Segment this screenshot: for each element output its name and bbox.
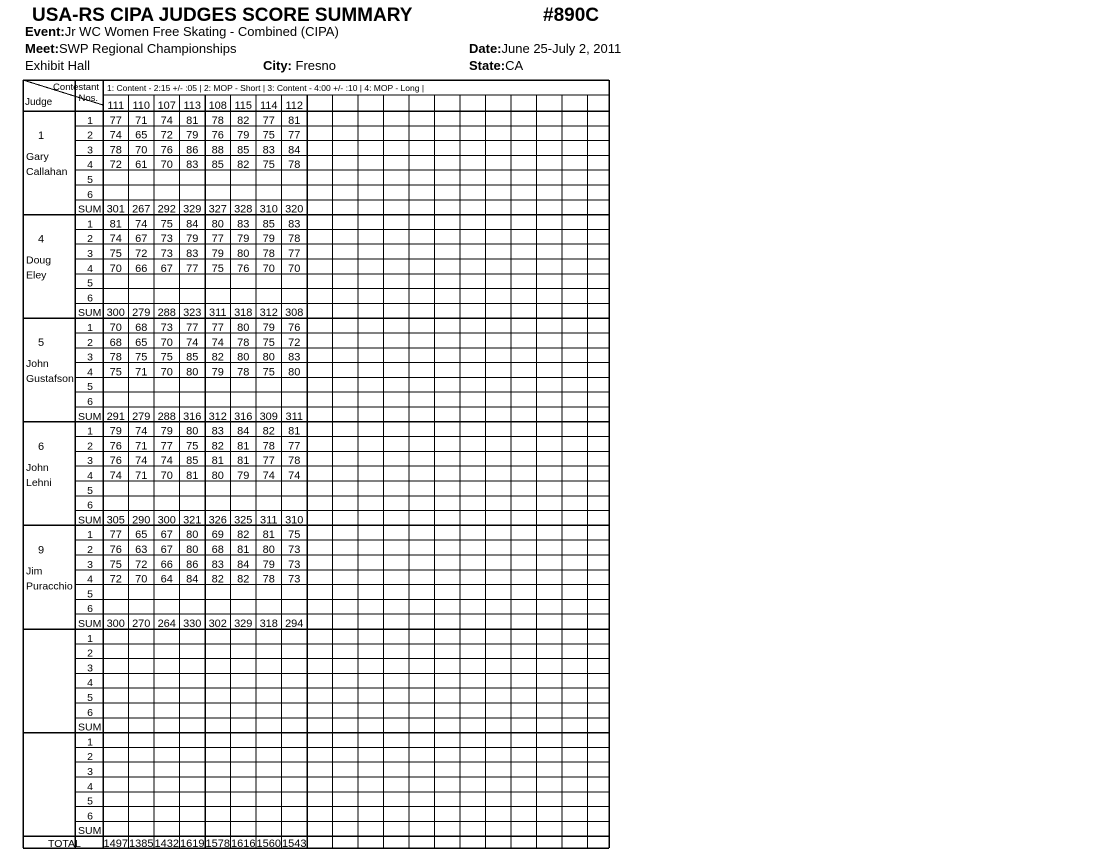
sum-cell: 267 [132,203,151,216]
round-label: 4 [87,262,93,275]
round-label: 1 [87,425,93,438]
sum-cell: 329 [234,618,253,630]
score-cell: 74 [262,470,275,482]
score-cell: 70 [160,366,173,379]
sum-cell: 300 [106,307,125,320]
score-cell: 78 [262,440,275,453]
score-cell: 79 [262,233,275,246]
sum-cell: 310 [285,514,304,527]
score-cell: 77 [288,129,301,142]
round-label: 4 [87,366,93,379]
score-cell: 70 [288,262,301,275]
score-cell: 79 [186,129,199,142]
score-cell: 79 [262,322,275,334]
score-cell: 78 [237,366,250,379]
score-cell: 70 [160,470,173,482]
score-cell: 80 [237,248,250,260]
round-label: 5 [87,795,93,808]
round-label: 6 [87,396,93,408]
score-cell: 82 [237,529,250,542]
sum-label: SUM [78,203,102,216]
sum-cell: 288 [157,307,176,320]
round-label: 2 [87,440,93,453]
score-cell: 64 [160,573,173,586]
score-cell: 72 [109,159,122,172]
score-cell: 76 [237,262,250,275]
score-cell: 84 [237,425,250,438]
score-cell: 78 [288,233,301,246]
score-cell: 82 [237,114,250,127]
round-label: 1 [87,736,93,749]
round-label: 2 [87,751,93,764]
score-cell: 81 [237,440,250,453]
total-cell: 1560 [256,838,281,850]
corner-contestant-label: Contestant [53,82,99,93]
score-cell: 80 [186,544,199,556]
round-label: 4 [87,159,93,172]
contestant-number: 115 [234,100,253,112]
round-label: 6 [87,706,93,719]
score-cell: 71 [135,470,148,482]
score-cell: 84 [288,144,301,157]
round-label: 2 [87,647,93,660]
judge-last-name: Gustafson [26,373,74,386]
score-cell: 79 [160,425,173,438]
sum-label: SUM [78,721,102,734]
score-cell: 85 [237,144,250,157]
sum-cell: 311 [285,410,304,423]
sum-cell: 318 [259,618,278,630]
sum-cell: 292 [157,203,176,216]
score-cell: 85 [186,351,199,364]
contestant-number: 113 [183,100,202,112]
sum-cell: 290 [132,514,151,527]
score-cell: 79 [211,366,224,379]
sum-cell: 323 [183,307,202,320]
score-cell: 77 [262,114,275,127]
sum-cell: 330 [183,618,202,630]
round-label: 5 [87,277,93,290]
sum-cell: 302 [208,618,227,630]
sum-label: SUM [78,410,102,423]
score-cell: 75 [288,529,301,542]
round-label: 6 [87,188,93,201]
state-value: CA [505,58,524,73]
score-cell: 75 [160,218,173,231]
score-cell: 85 [211,159,224,172]
sum-cell: 264 [157,618,176,630]
round-label: 1 [87,218,93,231]
round-label: 1 [87,322,93,334]
judge-first-name: John [26,461,49,474]
judge-number: 4 [37,233,45,246]
sum-cell: 312 [208,410,227,423]
score-cell: 80 [288,366,301,379]
score-cell: 81 [186,470,199,482]
score-cell: 78 [109,144,122,157]
score-cell: 83 [186,159,199,172]
judge-first-name: Doug [26,254,52,267]
score-cell: 83 [288,351,301,364]
score-cell: 80 [237,351,250,364]
score-cell: 77 [211,233,224,246]
score-cell: 81 [186,114,199,127]
sum-cell: 308 [285,307,304,320]
score-cell: 84 [237,558,250,571]
sum-cell: 288 [157,410,176,423]
total-label: TOTAL [48,838,81,850]
score-cell: 80 [186,529,199,542]
sum-cell: 300 [157,514,176,527]
sum-cell: 270 [132,618,151,630]
round-label: 3 [87,455,93,468]
score-cell: 77 [109,114,122,127]
score-cell: 77 [186,322,199,334]
score-cell: 81 [109,218,122,231]
score-cell: 80 [186,366,199,379]
sum-cell: 279 [132,307,151,320]
round-label: 4 [87,677,93,690]
score-cell: 79 [186,233,199,246]
score-cell: 75 [262,159,275,172]
score-cell: 75 [211,262,224,275]
total-cell: 1497 [103,838,128,850]
total-cell: 1578 [205,838,230,850]
score-cell: 75 [186,440,199,453]
score-cell: 70 [135,144,148,157]
score-cell: 83 [262,144,275,157]
legend-text: 1: Content - 2:15 +/- :05 | 2: MOP - Short | 3: Content - 4:00 +/- :10 | 4: MOP - Long | [107,83,425,93]
round-label: 1 [87,632,93,645]
sum-cell: 291 [106,410,125,423]
round-label: 2 [87,129,93,142]
round-label: 1 [87,529,93,542]
score-cell: 70 [109,262,122,275]
sum-cell: 321 [183,514,202,527]
score-cell: 74 [109,233,122,246]
total-cell: 1385 [129,838,154,850]
score-cell: 74 [135,218,148,231]
score-cell: 78 [109,351,122,364]
total-cell: 1543 [282,838,307,850]
score-cell: 81 [211,455,224,468]
judge-number: 1 [37,130,45,142]
score-cell: 66 [160,558,173,571]
round-label: 2 [87,544,93,556]
city-value: Fresno [295,58,336,73]
city-label: City: [263,58,292,73]
score-cell: 67 [160,529,173,542]
contestant-number: 111 [107,100,125,112]
score-cell: 65 [135,529,148,542]
score-cell: 72 [135,248,148,260]
score-cell: 81 [262,529,275,542]
score-cell: 75 [262,336,275,349]
round-label: 3 [87,351,93,364]
sum-label: SUM [78,514,102,527]
round-label: 6 [87,810,93,823]
round-label: 5 [87,484,93,497]
judge-number: 9 [37,544,45,557]
score-cell: 77 [109,529,122,542]
score-cell: 82 [211,573,224,586]
score-cell: 82 [262,425,275,438]
score-cell: 71 [135,366,148,379]
contestant-number: 112 [285,100,304,112]
judge-first-name: John [26,358,49,371]
score-cell: 79 [237,233,250,246]
sum-cell: 312 [259,307,278,320]
round-label: 5 [87,692,93,704]
score-cell: 68 [211,544,224,556]
sum-cell: 329 [183,203,202,216]
score-cell: 78 [211,114,224,127]
total-cell: 1616 [231,838,256,850]
score-cell: 65 [135,336,148,349]
score-cell: 83 [237,218,250,231]
round-label: 4 [87,780,93,793]
score-cell: 73 [288,558,301,571]
judge-last-name: Puracchio [26,580,73,593]
score-cell: 80 [186,425,199,438]
score-cell: 79 [237,129,250,142]
sum-label: SUM [78,618,102,630]
sum-cell: 300 [106,618,125,630]
score-cell: 67 [160,262,173,275]
venue-value: Exhibit Hall [25,58,91,73]
sum-cell: 325 [234,514,253,527]
score-cell: 72 [288,336,301,349]
score-cell: 83 [211,425,224,438]
score-cell: 77 [160,440,173,453]
score-cell: 70 [109,322,122,334]
form-number: #890C [543,5,599,26]
score-cell: 67 [160,544,173,556]
sum-cell: 316 [234,410,253,423]
sum-cell: 320 [285,203,304,216]
date-value: June 25-July 2, 2011 [501,41,622,56]
contestant-number: 108 [208,100,227,112]
sum-cell: 301 [106,203,125,216]
score-cell: 86 [186,144,199,157]
score-cell: 65 [135,129,148,142]
score-cell: 76 [288,322,301,334]
event-label: Event: [25,24,65,39]
round-label: 3 [87,144,93,157]
round-label: 5 [87,588,93,601]
score-cell: 75 [109,558,122,571]
round-label: 4 [87,470,93,482]
score-cell: 79 [262,558,275,571]
score-cell: 68 [109,336,122,349]
round-label: 2 [87,336,93,349]
score-cell: 74 [211,336,224,349]
score-cell: 86 [186,558,199,571]
date-label: Date: [469,41,502,56]
judge-first-name: Jim [26,565,43,578]
score-cell: 73 [160,322,173,334]
sum-cell: 327 [208,203,227,216]
score-cell: 82 [237,573,250,586]
judge-last-name: Callahan [26,166,68,178]
round-label: 3 [87,662,93,675]
corner-nos-label: Nos. [78,93,98,104]
contestant-number: 110 [132,100,151,112]
score-cell: 81 [237,544,250,556]
score-cell: 75 [135,351,148,364]
score-cell: 68 [135,322,148,334]
score-cell: 74 [160,114,173,127]
round-label: 2 [87,233,93,246]
score-cell: 63 [135,544,148,556]
judge-first-name: Gary [26,151,49,163]
score-cell: 69 [211,529,224,542]
score-cell: 70 [160,159,173,172]
score-cell: 73 [288,544,301,556]
total-cell: 1619 [180,838,205,850]
sum-cell: 316 [183,410,202,423]
round-label: 3 [87,248,93,260]
score-cell: 78 [237,336,250,349]
score-cell: 81 [288,425,301,438]
score-cell: 83 [288,218,301,231]
score-cell: 77 [186,262,199,275]
score-cell: 75 [109,366,122,379]
score-cell: 84 [186,573,199,586]
round-label: 6 [87,292,93,305]
score-cell: 70 [135,573,148,586]
round-label: 5 [87,174,93,186]
sum-cell: 311 [208,307,227,320]
form-title: USA-RS CIPA JUDGES SCORE SUMMARY [32,5,413,26]
score-cell: 74 [186,336,199,349]
score-cell: 75 [109,248,122,260]
score-cell: 82 [211,351,224,364]
score-cell: 77 [288,248,301,260]
sum-cell: 328 [234,203,253,216]
score-cell: 72 [135,558,148,571]
judge-number: 5 [37,337,45,350]
score-cell: 78 [288,159,301,172]
score-cell: 80 [262,351,275,364]
score-cell: 76 [160,144,173,157]
judge-last-name: Lehni [26,476,52,489]
score-cell: 74 [160,455,173,468]
contestant-number: 107 [157,100,176,112]
score-cell: 71 [135,114,148,127]
score-cell: 80 [211,218,224,231]
sum-cell: 318 [234,307,253,320]
sum-label: SUM [78,307,102,320]
contestant-number: 114 [259,100,278,112]
score-cell: 67 [135,233,148,246]
round-label: 6 [87,603,93,616]
sum-cell: 326 [208,514,227,527]
event-value: Jr WC Women Free Skating - Combined (CIPA) [64,24,339,39]
score-cell: 76 [211,129,224,142]
score-cell: 73 [160,248,173,260]
score-cell: 77 [288,440,301,453]
score-cell: 72 [160,129,173,142]
score-cell: 73 [160,233,173,246]
sum-cell: 311 [259,514,278,527]
score-cell: 79 [211,248,224,260]
score-cell: 61 [135,159,148,172]
sum-cell: 309 [259,410,278,423]
sum-cell: 305 [106,514,125,527]
score-cell: 74 [109,470,122,482]
score-cell: 78 [288,455,301,468]
score-cell: 70 [262,262,275,275]
score-cell: 77 [211,322,224,334]
score-cell: 74 [135,455,148,468]
state-label: State: [469,58,506,73]
meet-label: Meet: [25,41,59,56]
score-cell: 79 [237,470,250,482]
sum-label: SUM [78,825,102,838]
score-cell: 83 [186,248,199,260]
score-cell: 72 [109,573,122,586]
score-cell: 78 [262,573,275,586]
score-cell: 80 [262,544,275,556]
score-cell: 80 [237,322,250,334]
corner-judge-label: Judge [25,97,53,108]
score-cell: 71 [135,440,148,453]
score-cell: 74 [288,470,301,482]
score-cell: 79 [109,425,122,438]
score-cell: 75 [262,129,275,142]
score-cell: 83 [211,558,224,571]
round-label: 6 [87,499,93,512]
score-cell: 82 [211,440,224,453]
total-cell: 1432 [154,838,179,850]
score-cell: 76 [109,544,122,556]
score-cell: 81 [288,114,301,127]
round-label: 3 [87,558,93,571]
round-label: 4 [87,573,93,586]
sum-cell: 279 [132,410,151,423]
round-label: 5 [87,381,93,394]
score-cell: 82 [237,159,250,172]
score-cell: 85 [262,218,275,231]
score-cell: 88 [211,144,224,157]
score-cell: 73 [288,573,301,586]
sum-cell: 310 [259,203,278,216]
score-cell: 80 [211,470,224,482]
score-cell: 78 [262,248,275,260]
score-cell: 75 [262,366,275,379]
score-cell: 85 [186,455,199,468]
score-cell: 66 [135,262,148,275]
score-cell: 74 [135,425,148,438]
judge-last-name: Eley [26,269,47,282]
meet-value: SWP Regional Championships [58,41,237,56]
round-label: 1 [87,114,93,127]
score-cell: 84 [186,218,199,231]
score-cell: 74 [109,129,122,142]
score-cell: 77 [262,455,275,468]
score-cell: 70 [160,336,173,349]
score-cell: 81 [237,455,250,468]
judge-number: 6 [37,440,45,453]
round-label: 3 [87,766,93,778]
score-cell: 75 [160,351,173,364]
sum-cell: 294 [285,618,304,630]
score-cell: 76 [109,455,122,468]
score-cell: 76 [109,440,122,453]
